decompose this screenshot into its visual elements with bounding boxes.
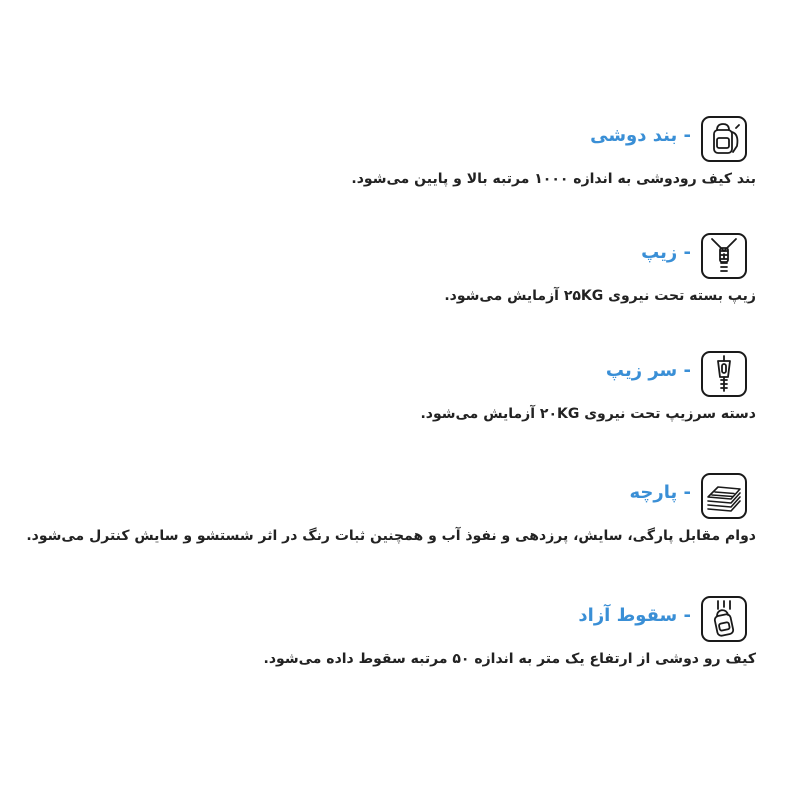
feature-title: - سر زیپ	[605, 360, 691, 381]
zipper-icon	[701, 233, 747, 279]
zipper-pull-icon	[701, 351, 747, 397]
feature-title: - زیپ	[641, 242, 691, 263]
feature-strap	[0, 116, 800, 206]
feature-title: - پارچه	[629, 482, 691, 503]
feature-zipper-pull	[0, 351, 800, 441]
feature-title: - سقوط آزاد	[578, 605, 691, 626]
feature-free-fall	[0, 596, 800, 686]
feature-description: دوام مقابل پارگی، سایش، پرزدهی و نفوذ آب و همچنین ثبات رنگ در اثر شستشو و سایش کنترل می‌شود.	[26, 528, 756, 544]
feature-description: زیپ بسته تحت نیروی ۲۵KG آزمایش می‌شود.	[444, 288, 756, 304]
backpack-strap-icon	[701, 116, 747, 162]
free-fall-bag-icon	[701, 596, 747, 642]
feature-zipper	[0, 233, 800, 323]
feature-description: بند کیف رودوشی به اندازه ۱۰۰۰ مرتبه بالا و پایین می‌شود.	[351, 171, 756, 187]
feature-description: دسته سرزیپ تحت نیروی ۲۰KG آزمایش می‌شود.	[420, 406, 756, 422]
feature-fabric	[0, 473, 800, 563]
fabric-layers-icon	[701, 473, 747, 519]
feature-title: - بند دوشی	[590, 125, 691, 146]
feature-description: کیف رو دوشی از ارتفاع یک متر به اندازه ۵۰ مرتبه سقوط داده می‌شود.	[263, 651, 756, 667]
